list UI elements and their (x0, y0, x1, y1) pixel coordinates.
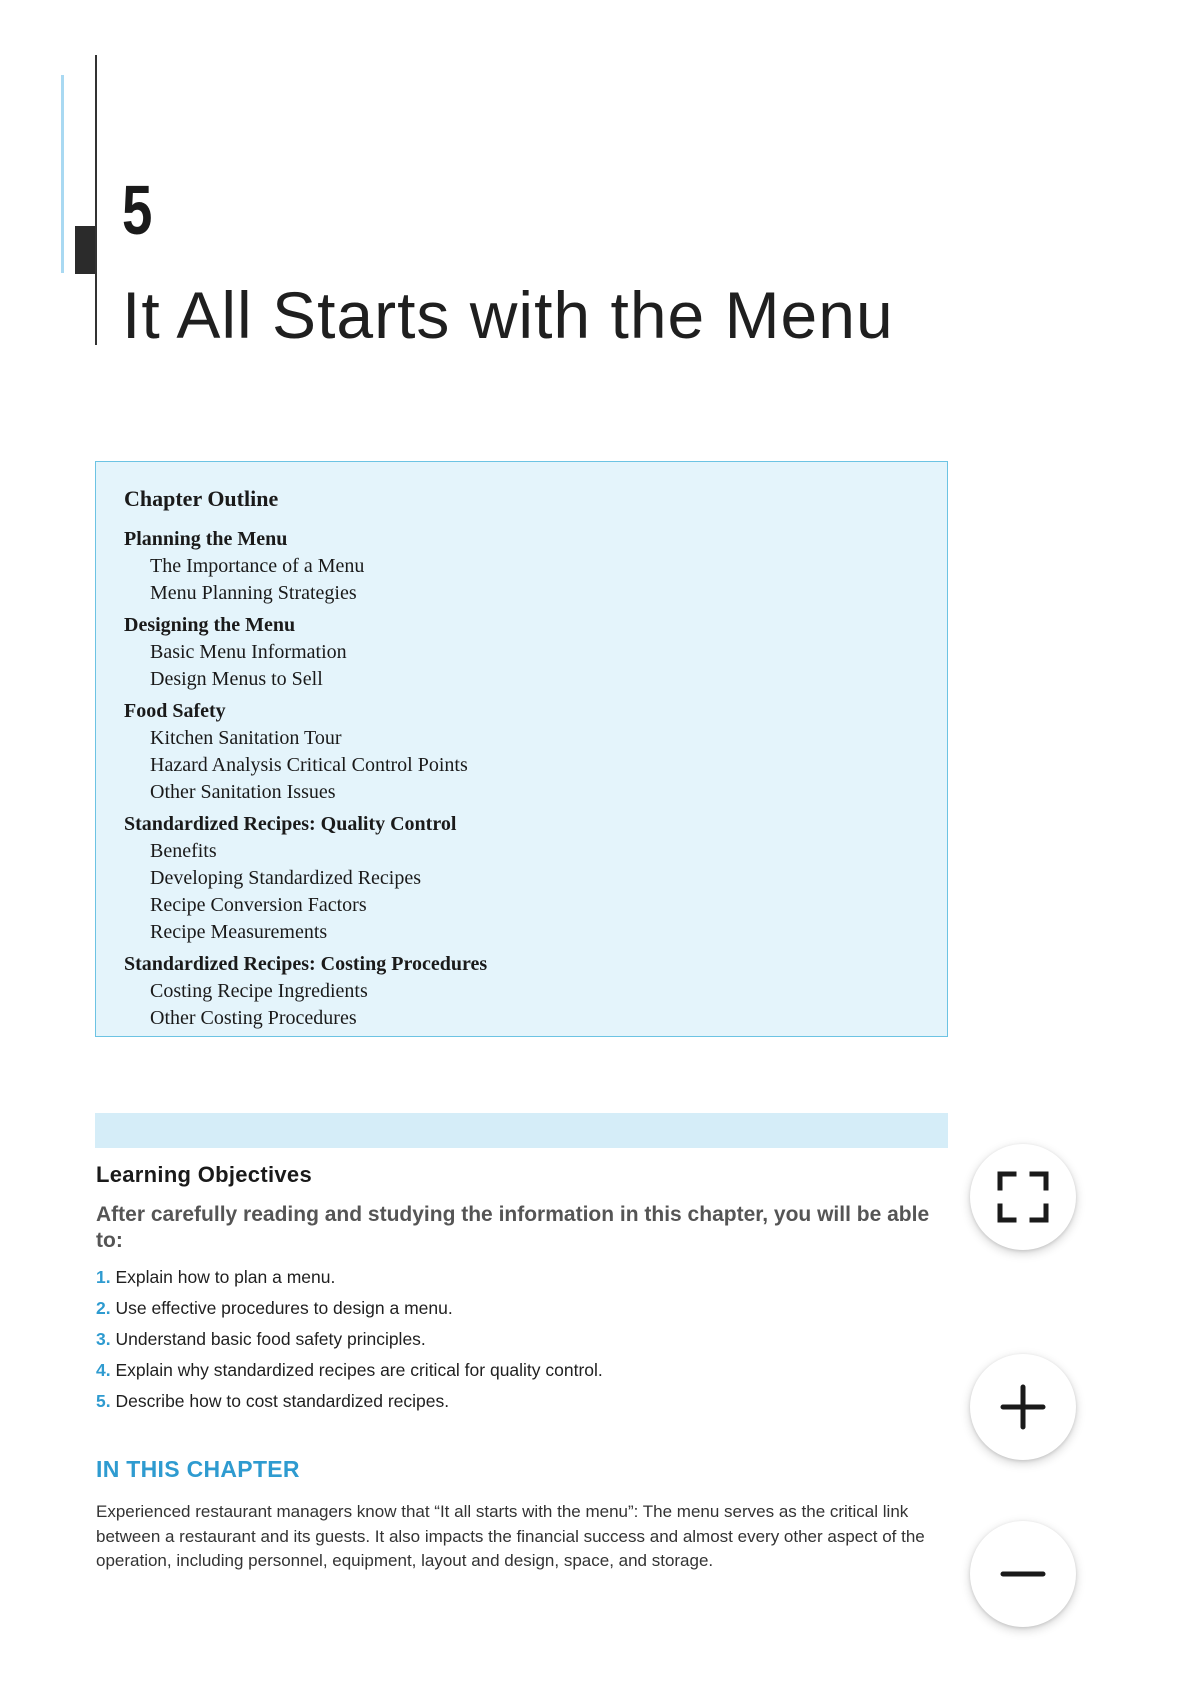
learning-objective-number: 2. (96, 1298, 111, 1318)
outline-subsection-list (124, 978, 947, 1032)
fullscreen-icon (997, 1171, 1049, 1223)
in-this-chapter-paragraph: Experienced restaurant managers know that “It all starts with the menu”: The menu serves as the critical link between a restaurant and its guests. It also impacts the financial success and almost every other aspect of the operation, including personnel, equipment, layout and design, space, and storage. (96, 1502, 925, 1570)
chapter-number: 5 (122, 171, 153, 249)
learning-objective-item (96, 1293, 603, 1324)
outline-subsection-item: The Importance of a Menu (150, 555, 365, 577)
learning-objective-number: 4. (96, 1360, 111, 1380)
chapter-outline-heading: Chapter Outline (124, 486, 279, 511)
outline-subsection-item: Hazard Analysis Critical Control Points (150, 754, 468, 776)
learning-objective-item (96, 1324, 603, 1355)
chapter-outline-box (95, 461, 948, 1037)
zoom-out-button[interactable] (970, 1521, 1076, 1627)
learning-objective-text: Describe how to cost standardized recipes. (115, 1391, 450, 1411)
outline-subsection-list (124, 553, 947, 607)
learning-objectives-band (95, 1113, 948, 1148)
outline-subsection-item: Other Costing Procedures (150, 1007, 357, 1029)
learning-objectives-list (96, 1262, 603, 1417)
learning-objective-number: 5. (96, 1391, 111, 1411)
learning-objective-text: Explain how to plan a menu. (115, 1267, 336, 1287)
learning-objective-number: 1. (96, 1267, 111, 1287)
outline-subsection-item: Basic Menu Information (150, 641, 347, 663)
chapter-title: It All Starts with the Menu (122, 278, 894, 352)
outline-section (124, 612, 947, 693)
header-vertical-rule (95, 55, 97, 345)
outline-section-title: Designing the Menu (124, 614, 296, 636)
learning-objective-item (96, 1386, 603, 1417)
learning-objective-text: Understand basic food safety principles. (115, 1329, 426, 1349)
outline-subsection-item: Developing Standardized Recipes (150, 867, 422, 889)
outline-section (124, 811, 947, 946)
outline-section (124, 526, 947, 607)
outline-subsection-item: Kitchen Sanitation Tour (150, 727, 342, 749)
outline-subsection-item: Recipe Measurements (150, 921, 328, 943)
learning-objective-item (96, 1262, 603, 1293)
learning-objective-number: 3. (96, 1329, 111, 1349)
outline-subsection-item: Design Menus to Sell (150, 668, 323, 690)
outline-section-title: Standardized Recipes: Costing Procedures (124, 953, 488, 975)
outline-subsection-item: Benefits (150, 840, 217, 862)
header-marker-block (75, 226, 95, 274)
outline-section-title: Food Safety (124, 700, 226, 722)
outline-section-title: Standardized Recipes: Quality Control (124, 813, 457, 835)
in-this-chapter-heading: IN THIS CHAPTER (96, 1456, 300, 1482)
plus-icon (997, 1381, 1049, 1433)
learning-objectives-heading: Learning Objectives (96, 1162, 312, 1187)
outline-subsection-list (124, 725, 947, 806)
outline-subsection-item: Costing Recipe Ingredients (150, 980, 368, 1002)
zoom-in-button[interactable] (970, 1354, 1076, 1460)
outline-subsection-item: Recipe Conversion Factors (150, 894, 367, 916)
outline-section (124, 951, 947, 1032)
chapter-outline-sections (124, 526, 947, 1032)
outline-subsection-list (124, 838, 947, 946)
outline-subsection-item: Menu Planning Strategies (150, 582, 357, 604)
learning-objective-item (96, 1355, 603, 1386)
learning-objective-text: Explain why standardized recipes are critical for quality control. (115, 1360, 603, 1380)
header-accent-rule (61, 75, 64, 273)
outline-section-title: Planning the Menu (124, 528, 288, 550)
learning-objective-text: Use effective procedures to design a menu. (115, 1298, 453, 1318)
learning-objectives-intro: After carefully reading and studying the information in this chapter, you will be able to: (96, 1203, 930, 1252)
outline-subsection-list (124, 639, 947, 693)
outline-subsection-item: Other Sanitation Issues (150, 781, 336, 803)
fullscreen-button[interactable] (970, 1144, 1076, 1250)
outline-section (124, 698, 947, 806)
minus-icon (997, 1548, 1049, 1600)
